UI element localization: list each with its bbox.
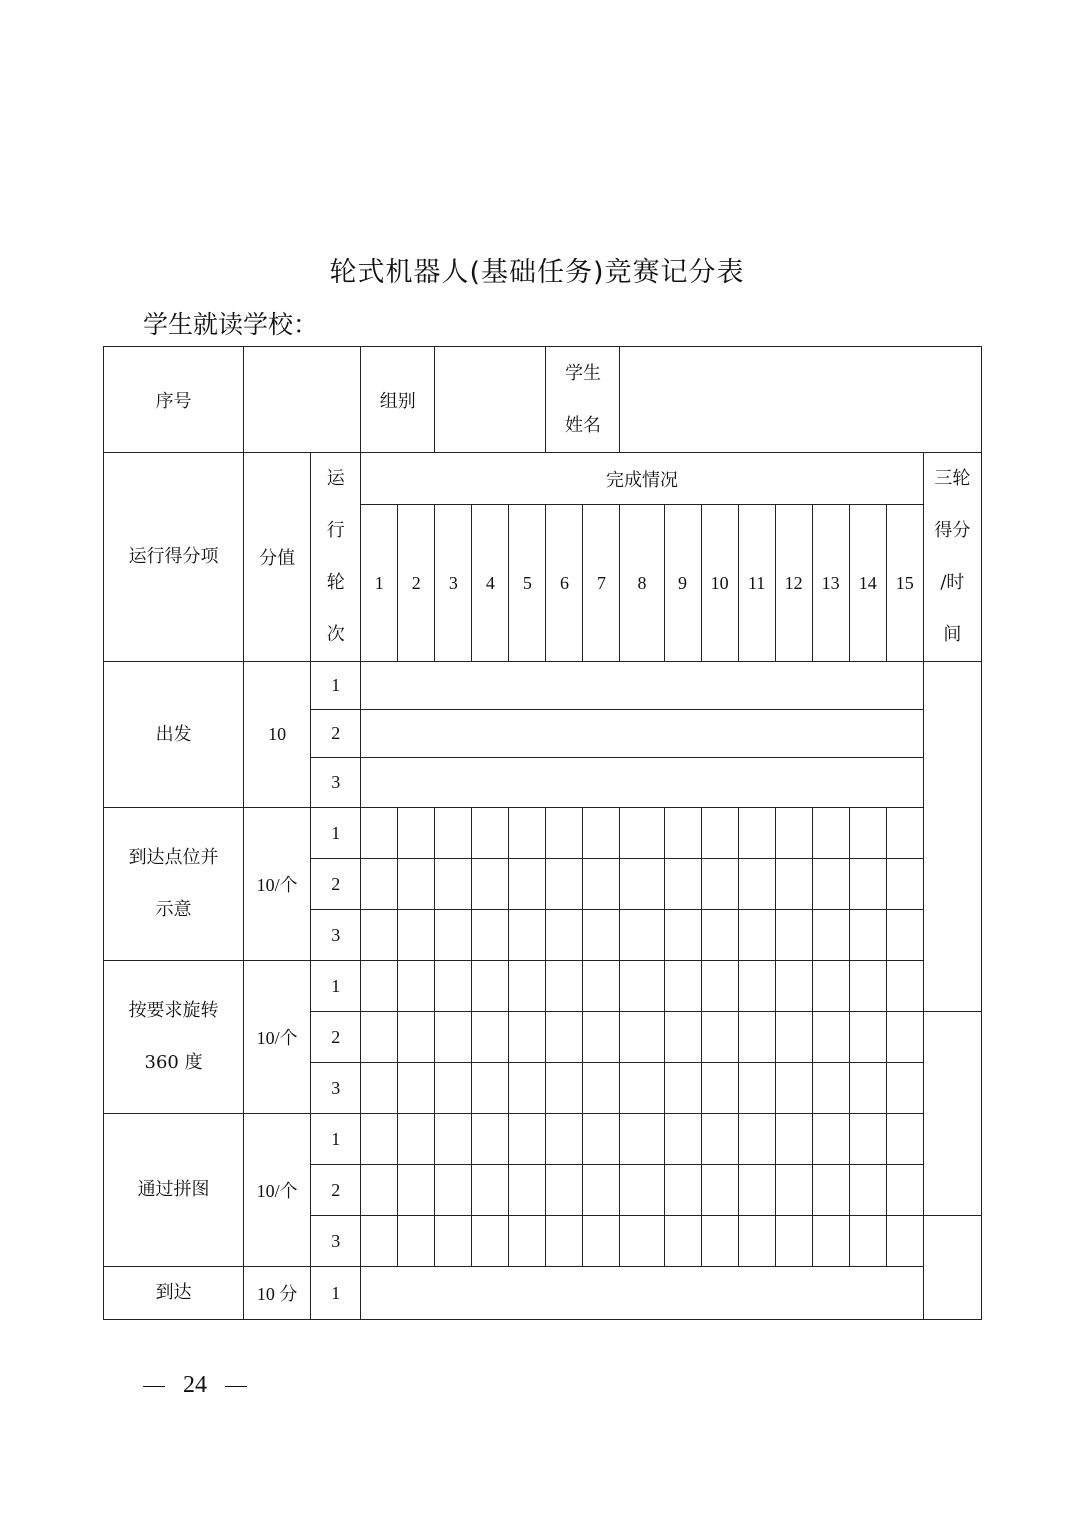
completion-cell[interactable] xyxy=(583,1114,620,1165)
completion-cell[interactable] xyxy=(812,1063,849,1114)
completion-cell[interactable] xyxy=(849,1165,886,1216)
completion-cell[interactable] xyxy=(583,1063,620,1114)
completion-cell[interactable] xyxy=(701,808,738,859)
completion-cell[interactable] xyxy=(620,1063,664,1114)
completion-cell[interactable] xyxy=(583,1165,620,1216)
column-header-row xyxy=(104,453,982,505)
item-name xyxy=(104,808,244,961)
completion-cell[interactable] xyxy=(398,961,435,1012)
completion-merged-cell[interactable] xyxy=(361,758,924,808)
completion-cell[interactable] xyxy=(509,1012,546,1063)
info-row xyxy=(104,347,982,453)
completion-cell[interactable] xyxy=(812,1114,849,1165)
total-header-line: /时 xyxy=(940,572,965,593)
completion-number: 1 xyxy=(361,505,398,662)
round-number: 2 xyxy=(311,1165,361,1216)
item-name xyxy=(104,961,244,1114)
item-name-line1: 到达点位并 xyxy=(128,847,219,868)
completion-cell[interactable] xyxy=(361,1165,398,1216)
completion-cell[interactable] xyxy=(775,808,812,859)
completion-cell[interactable] xyxy=(361,859,398,910)
completion-cell[interactable] xyxy=(701,1012,738,1063)
completion-cell[interactable] xyxy=(664,1012,701,1063)
completion-cell[interactable] xyxy=(664,1165,701,1216)
item-row xyxy=(104,808,982,859)
completion-cell[interactable] xyxy=(701,1165,738,1216)
completion-cell[interactable] xyxy=(398,808,435,859)
completion-cell[interactable] xyxy=(583,1012,620,1063)
completion-cell[interactable] xyxy=(620,961,664,1012)
round-number: 1 xyxy=(311,1267,361,1320)
completion-cell[interactable] xyxy=(738,1216,775,1267)
completion-cell[interactable] xyxy=(849,1012,886,1063)
group-label: 组别 xyxy=(361,347,435,453)
student-name-label xyxy=(546,347,620,453)
completion-cell[interactable] xyxy=(812,961,849,1012)
score-table xyxy=(103,346,982,1320)
completion-number: 10 xyxy=(701,505,738,662)
group-value-cell[interactable] xyxy=(435,347,546,453)
completion-cell[interactable] xyxy=(509,910,546,961)
completion-cell[interactable] xyxy=(361,1063,398,1114)
completion-cell[interactable] xyxy=(701,910,738,961)
round-number: 2 xyxy=(311,710,361,758)
completion-number: 11 xyxy=(738,505,775,662)
completion-number: 7 xyxy=(583,505,620,662)
completion-cell[interactable] xyxy=(620,1216,664,1267)
rounds-header-char: 轮 xyxy=(326,572,345,593)
total-header-line: 三轮 xyxy=(934,468,971,489)
completion-cell[interactable] xyxy=(664,1063,701,1114)
completion-cell[interactable] xyxy=(886,1012,923,1063)
completion-number: 12 xyxy=(775,505,812,662)
completion-cell[interactable] xyxy=(812,808,849,859)
completion-cell[interactable] xyxy=(583,859,620,910)
completion-cell[interactable] xyxy=(398,1114,435,1165)
total-score-cell[interactable] xyxy=(923,662,981,1012)
item-row xyxy=(104,1267,982,1320)
completion-number: 15 xyxy=(886,505,923,662)
completion-cell[interactable] xyxy=(620,1012,664,1063)
completion-cell[interactable] xyxy=(361,910,398,961)
completion-cell[interactable] xyxy=(509,859,546,910)
rounds-header-char: 运 xyxy=(326,468,345,489)
round-number: 3 xyxy=(311,758,361,808)
completion-cell[interactable] xyxy=(546,1063,583,1114)
page-title: 轮式机器人(基础任务)竞赛记分表 xyxy=(329,257,745,288)
round-number: 1 xyxy=(311,808,361,859)
total-score-cell[interactable] xyxy=(923,1012,981,1216)
round-number: 3 xyxy=(311,910,361,961)
rounds-column-header xyxy=(311,453,361,662)
total-header-line: 得分 xyxy=(934,520,971,541)
completion-cell[interactable] xyxy=(435,1114,472,1165)
completion-cell[interactable] xyxy=(738,1063,775,1114)
item-row xyxy=(104,1114,982,1165)
completion-header: 完成情况 xyxy=(361,453,924,505)
page-number xyxy=(143,1372,247,1399)
student-name-value-cell[interactable] xyxy=(620,347,982,453)
completion-cell[interactable] xyxy=(849,961,886,1012)
completion-cell[interactable] xyxy=(546,961,583,1012)
completion-cell[interactable] xyxy=(435,961,472,1012)
round-number: 1 xyxy=(311,961,361,1012)
item-value: 10 xyxy=(244,662,311,808)
item-value: 10/个 xyxy=(244,961,311,1114)
item-name: 通过拼图 xyxy=(104,1114,244,1267)
completion-cell[interactable] xyxy=(664,1114,701,1165)
item-name: 到达 xyxy=(104,1267,244,1320)
completion-cell[interactable] xyxy=(509,961,546,1012)
completion-cell[interactable] xyxy=(509,1216,546,1267)
completion-number: 6 xyxy=(546,505,583,662)
total-header-line: 间 xyxy=(943,624,962,645)
completion-cell[interactable] xyxy=(435,859,472,910)
completion-cell[interactable] xyxy=(738,1165,775,1216)
completion-cell[interactable] xyxy=(361,961,398,1012)
completion-cell[interactable] xyxy=(546,1216,583,1267)
completion-cell[interactable] xyxy=(620,910,664,961)
completion-cell[interactable] xyxy=(472,1063,509,1114)
completion-cell[interactable] xyxy=(775,859,812,910)
completion-cell[interactable] xyxy=(812,859,849,910)
completion-cell[interactable] xyxy=(738,808,775,859)
item-name-line2: 360 度 xyxy=(144,1052,203,1073)
completion-cell[interactable] xyxy=(546,910,583,961)
completion-cell[interactable] xyxy=(435,808,472,859)
round-number: 2 xyxy=(311,859,361,910)
completion-cell[interactable] xyxy=(472,1216,509,1267)
completion-cell[interactable] xyxy=(886,910,923,961)
completion-cell[interactable] xyxy=(398,1063,435,1114)
completion-cell[interactable] xyxy=(701,961,738,1012)
completion-cell[interactable] xyxy=(435,1165,472,1216)
round-number: 3 xyxy=(311,1216,361,1267)
item-column-header: 运行得分项 xyxy=(104,453,244,662)
item-name-line1: 按要求旋转 xyxy=(128,1000,219,1021)
completion-cell[interactable] xyxy=(435,1012,472,1063)
completion-cell[interactable] xyxy=(701,1114,738,1165)
completion-cell[interactable] xyxy=(435,910,472,961)
total-score-cell[interactable] xyxy=(923,1216,981,1320)
item-row xyxy=(104,961,982,1012)
seq-label: 序号 xyxy=(104,347,244,453)
completion-cell[interactable] xyxy=(435,1063,472,1114)
completion-cell[interactable] xyxy=(849,1114,886,1165)
completion-cell[interactable] xyxy=(361,808,398,859)
completion-cell[interactable] xyxy=(509,1165,546,1216)
completion-cell[interactable] xyxy=(738,910,775,961)
completion-cell[interactable] xyxy=(849,859,886,910)
completion-cell[interactable] xyxy=(775,1165,812,1216)
completion-cell[interactable] xyxy=(620,1165,664,1216)
total-column-header xyxy=(923,453,981,662)
completion-cell[interactable] xyxy=(398,859,435,910)
completion-cell[interactable] xyxy=(546,1165,583,1216)
school-label: 学生就读学校： xyxy=(143,310,319,339)
completion-merged-cell[interactable] xyxy=(361,1267,924,1320)
completion-cell[interactable] xyxy=(886,1216,923,1267)
completion-cell[interactable] xyxy=(701,1216,738,1267)
completion-number: 3 xyxy=(435,505,472,662)
completion-cell[interactable] xyxy=(738,1012,775,1063)
completion-number: 8 xyxy=(620,505,664,662)
completion-cell[interactable] xyxy=(546,1114,583,1165)
completion-cell[interactable] xyxy=(620,1114,664,1165)
completion-cell[interactable] xyxy=(849,808,886,859)
completion-cell[interactable] xyxy=(701,859,738,910)
completion-cell[interactable] xyxy=(398,910,435,961)
completion-cell[interactable] xyxy=(886,1165,923,1216)
completion-cell[interactable] xyxy=(398,1165,435,1216)
completion-cell[interactable] xyxy=(812,1165,849,1216)
completion-cell[interactable] xyxy=(664,1216,701,1267)
completion-cell[interactable] xyxy=(546,808,583,859)
seq-value-cell[interactable] xyxy=(244,347,361,453)
completion-cell[interactable] xyxy=(546,859,583,910)
item-name-line2: 示意 xyxy=(155,899,192,920)
completion-cell[interactable] xyxy=(701,1063,738,1114)
completion-cell[interactable] xyxy=(620,808,664,859)
completion-cell[interactable] xyxy=(583,910,620,961)
completion-cell[interactable] xyxy=(472,859,509,910)
completion-number: 9 xyxy=(664,505,701,662)
completion-cell[interactable] xyxy=(583,1216,620,1267)
item-name: 出发 xyxy=(104,662,244,808)
completion-cell[interactable] xyxy=(849,1063,886,1114)
completion-cell[interactable] xyxy=(738,961,775,1012)
completion-cell[interactable] xyxy=(664,910,701,961)
completion-cell[interactable] xyxy=(886,1114,923,1165)
completion-cell[interactable] xyxy=(775,1063,812,1114)
completion-cell[interactable] xyxy=(361,1114,398,1165)
completion-cell[interactable] xyxy=(509,808,546,859)
dash-right xyxy=(225,1386,247,1387)
completion-cell[interactable] xyxy=(886,961,923,1012)
completion-cell[interactable] xyxy=(849,1216,886,1267)
completion-cell[interactable] xyxy=(472,910,509,961)
completion-cell[interactable] xyxy=(361,1012,398,1063)
completion-cell[interactable] xyxy=(472,961,509,1012)
completion-number: 14 xyxy=(849,505,886,662)
completion-cell[interactable] xyxy=(472,1114,509,1165)
completion-cell[interactable] xyxy=(738,1114,775,1165)
completion-cell[interactable] xyxy=(398,1216,435,1267)
completion-cell[interactable] xyxy=(398,1012,435,1063)
completion-cell[interactable] xyxy=(775,1216,812,1267)
completion-number: 13 xyxy=(812,505,849,662)
completion-cell[interactable] xyxy=(546,1012,583,1063)
completion-number: 5 xyxy=(509,505,546,662)
completion-cell[interactable] xyxy=(812,910,849,961)
completion-merged-cell[interactable] xyxy=(361,710,924,758)
round-number: 1 xyxy=(311,1114,361,1165)
rounds-header-char: 行 xyxy=(326,520,345,541)
completion-cell[interactable] xyxy=(583,808,620,859)
item-value: 10/个 xyxy=(244,1114,311,1267)
completion-cell[interactable] xyxy=(849,910,886,961)
completion-cell[interactable] xyxy=(472,1165,509,1216)
completion-number: 4 xyxy=(472,505,509,662)
page-number-value: 24 xyxy=(183,1372,207,1398)
completion-cell[interactable] xyxy=(664,961,701,1012)
completion-cell[interactable] xyxy=(472,1012,509,1063)
item-row xyxy=(104,662,982,710)
completion-cell[interactable] xyxy=(664,808,701,859)
completion-cell[interactable] xyxy=(775,1012,812,1063)
completion-cell[interactable] xyxy=(886,1063,923,1114)
completion-cell[interactable] xyxy=(775,1114,812,1165)
completion-cell[interactable] xyxy=(812,1216,849,1267)
completion-cell[interactable] xyxy=(738,859,775,910)
completion-cell[interactable] xyxy=(664,859,701,910)
student-name-label-line1: 学生 xyxy=(564,362,601,384)
completion-cell[interactable] xyxy=(886,859,923,910)
round-number: 2 xyxy=(311,1012,361,1063)
completion-cell[interactable] xyxy=(435,1216,472,1267)
completion-cell[interactable] xyxy=(361,1216,398,1267)
dash-left xyxy=(143,1386,165,1387)
completion-cell[interactable] xyxy=(583,961,620,1012)
value-column-header: 分值 xyxy=(244,453,311,662)
completion-cell[interactable] xyxy=(509,1114,546,1165)
completion-cell[interactable] xyxy=(775,910,812,961)
completion-cell[interactable] xyxy=(812,1012,849,1063)
completion-cell[interactable] xyxy=(775,961,812,1012)
completion-merged-cell[interactable] xyxy=(361,662,924,710)
rounds-header-char: 次 xyxy=(326,624,345,645)
round-number: 1 xyxy=(311,662,361,710)
completion-cell[interactable] xyxy=(620,859,664,910)
item-value: 10/个 xyxy=(244,808,311,961)
round-number: 3 xyxy=(311,1063,361,1114)
completion-cell[interactable] xyxy=(472,808,509,859)
item-value: 10 分 xyxy=(244,1267,311,1320)
completion-cell[interactable] xyxy=(509,1063,546,1114)
student-name-label-line2: 姓名 xyxy=(564,414,601,436)
completion-cell[interactable] xyxy=(886,808,923,859)
completion-number: 2 xyxy=(398,505,435,662)
